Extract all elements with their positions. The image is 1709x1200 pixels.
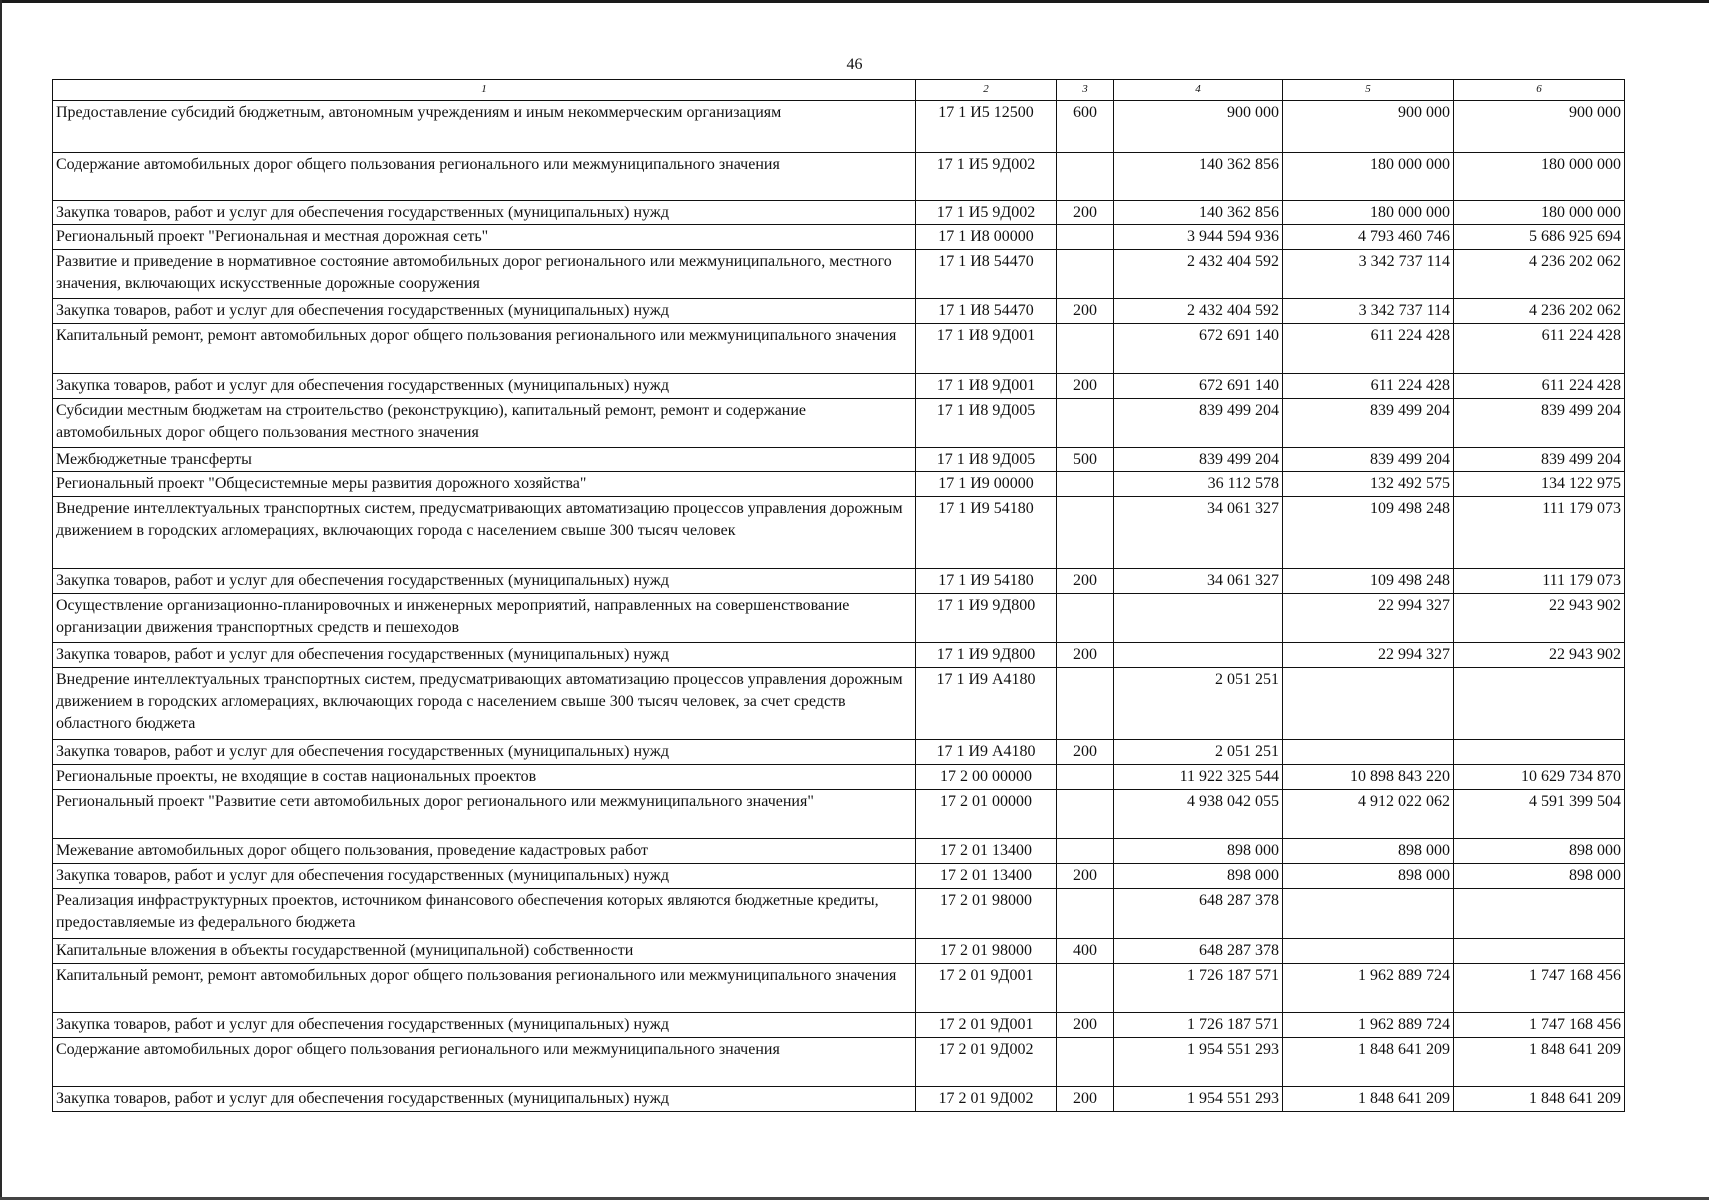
table-row: [53, 324, 1625, 374]
row-name-cell: Региональный проект "Развитие сети автомобильных дорог регионального или межмуниципального значения": [53, 790, 916, 839]
column-number-cell: 4: [1114, 80, 1283, 101]
amount-column-4-cell: 900 000: [1114, 101, 1283, 153]
amount-column-4-cell: 1 726 187 571: [1114, 964, 1283, 1013]
amount-column-5-cell: 898 000: [1283, 839, 1454, 864]
amount-column-4-cell: 3 944 594 936: [1114, 225, 1283, 250]
row-name-cell: Развитие и приведение в нормативное состояние автомобильных дорог регионального или межмуниципального, местного значения, включающих искусственные дорожные сооружения: [53, 250, 916, 299]
amount-column-4-cell: 648 287 378: [1114, 889, 1283, 939]
target-code-cell: 17 2 01 00000: [916, 790, 1057, 839]
amount-column-5-cell: [1283, 889, 1454, 939]
amount-column-4-cell: 36 112 578: [1114, 472, 1283, 497]
target-code-cell: 17 2 01 9Д002: [916, 1038, 1057, 1087]
expense-type-cell: 200: [1057, 864, 1114, 889]
expense-type-cell: [1057, 153, 1114, 201]
expense-type-cell: [1057, 399, 1114, 448]
amount-column-5-cell: 611 224 428: [1283, 374, 1454, 399]
column-number-cell: 3: [1057, 80, 1114, 101]
amount-column-5-cell: 109 498 248: [1283, 497, 1454, 569]
table-row: [53, 939, 1625, 964]
amount-column-6-cell: 22 943 902: [1454, 594, 1625, 643]
row-name-cell: Закупка товаров, работ и услуг для обеспечения государственных (муниципальных) нужд: [53, 1087, 916, 1112]
expense-type-cell: [1057, 839, 1114, 864]
amount-column-6-cell: 180 000 000: [1454, 201, 1625, 225]
amount-column-5-cell: 180 000 000: [1283, 201, 1454, 225]
target-code-cell: 17 1 И9 А4180: [916, 740, 1057, 765]
row-name-cell: Межевание автомобильных дорог общего пользования, проведение кадастровых работ: [53, 839, 916, 864]
amount-column-6-cell: 5 686 925 694: [1454, 225, 1625, 250]
table-row: [53, 225, 1625, 250]
amount-column-4-cell: 4 938 042 055: [1114, 790, 1283, 839]
row-name-cell: Капитальный ремонт, ремонт автомобильных дорог общего пользования регионального или межмуниципального значения: [53, 964, 916, 1013]
amount-column-4-cell: 34 061 327: [1114, 497, 1283, 569]
amount-column-6-cell: 1 848 641 209: [1454, 1087, 1625, 1112]
expense-type-cell: 200: [1057, 299, 1114, 324]
row-name-cell: Закупка товаров, работ и услуг для обеспечения государственных (муниципальных) нужд: [53, 201, 916, 225]
amount-column-4-cell: 2 432 404 592: [1114, 250, 1283, 299]
expense-type-cell: 200: [1057, 201, 1114, 225]
target-code-cell: 17 2 01 9Д001: [916, 1013, 1057, 1038]
amount-column-6-cell: 10 629 734 870: [1454, 765, 1625, 790]
target-code-cell: 17 2 01 98000: [916, 889, 1057, 939]
expense-type-cell: 600: [1057, 101, 1114, 153]
row-name-cell: Капитальный ремонт, ремонт автомобильных дорог общего пользования регионального или межмуниципального значения: [53, 324, 916, 374]
amount-column-5-cell: 1 848 641 209: [1283, 1038, 1454, 1087]
amount-column-6-cell: 180 000 000: [1454, 153, 1625, 201]
expense-type-cell: [1057, 472, 1114, 497]
table-row: [53, 1087, 1625, 1112]
amount-column-4-cell: 1 726 187 571: [1114, 1013, 1283, 1038]
amount-column-5-cell: 22 994 327: [1283, 643, 1454, 668]
amount-column-4-cell: 839 499 204: [1114, 448, 1283, 472]
amount-column-6-cell: 1 747 168 456: [1454, 1013, 1625, 1038]
expense-type-cell: 400: [1057, 939, 1114, 964]
expense-type-cell: [1057, 594, 1114, 643]
amount-column-6-cell: 611 224 428: [1454, 324, 1625, 374]
table-row: [53, 864, 1625, 889]
expense-type-cell: 500: [1057, 448, 1114, 472]
amount-column-4-cell: 1 954 551 293: [1114, 1038, 1283, 1087]
table-row: [53, 964, 1625, 1013]
expense-type-cell: [1057, 497, 1114, 569]
expense-type-cell: 200: [1057, 569, 1114, 594]
target-code-cell: 17 1 И5 9Д002: [916, 153, 1057, 201]
table-row: [53, 569, 1625, 594]
row-name-cell: Содержание автомобильных дорог общего пользования регионального или межмуниципального значения: [53, 153, 916, 201]
amount-column-6-cell: 1 848 641 209: [1454, 1038, 1625, 1087]
amount-column-6-cell: 111 179 073: [1454, 569, 1625, 594]
target-code-cell: 17 2 01 9Д002: [916, 1087, 1057, 1112]
amount-column-4-cell: 839 499 204: [1114, 399, 1283, 448]
amount-column-5-cell: 898 000: [1283, 864, 1454, 889]
target-code-cell: 17 1 И9 9Д800: [916, 594, 1057, 643]
table-row: [53, 201, 1625, 225]
row-name-cell: Закупка товаров, работ и услуг для обеспечения государственных (муниципальных) нужд: [53, 864, 916, 889]
expense-type-cell: 200: [1057, 1087, 1114, 1112]
amount-column-5-cell: 132 492 575: [1283, 472, 1454, 497]
amount-column-5-cell: 900 000: [1283, 101, 1454, 153]
row-name-cell: Внедрение интеллектуальных транспортных систем, предусматривающих автоматизацию процессов управления дорожным движением в городских агломерациях, включающих города с населением свыше 300 тысяч человек, за счет средств областного бюджета: [53, 668, 916, 740]
table-row: [53, 668, 1625, 740]
row-name-cell: Осуществление организационно-планировочных и инженерных мероприятий, направленных на совершенствование организации движения транспортных средств и пешеходов: [53, 594, 916, 643]
amount-column-6-cell: 4 591 399 504: [1454, 790, 1625, 839]
amount-column-5-cell: 3 342 737 114: [1283, 299, 1454, 324]
amount-column-5-cell: 4 793 460 746: [1283, 225, 1454, 250]
amount-column-6-cell: [1454, 889, 1625, 939]
amount-column-4-cell: 672 691 140: [1114, 324, 1283, 374]
table-row: [53, 399, 1625, 448]
budget-table-body: [53, 80, 1625, 1112]
amount-column-6-cell: 4 236 202 062: [1454, 299, 1625, 324]
expense-type-cell: [1057, 889, 1114, 939]
amount-column-6-cell: 839 499 204: [1454, 399, 1625, 448]
target-code-cell: 17 1 И8 00000: [916, 225, 1057, 250]
column-number-cell: 1: [53, 80, 916, 101]
expense-type-cell: [1057, 225, 1114, 250]
amount-column-5-cell: 109 498 248: [1283, 569, 1454, 594]
row-name-cell: Региональные проекты, не входящие в состав национальных проектов: [53, 765, 916, 790]
amount-column-6-cell: 134 122 975: [1454, 472, 1625, 497]
table-row: [53, 374, 1625, 399]
target-code-cell: 17 1 И8 9Д001: [916, 324, 1057, 374]
target-code-cell: 17 1 И5 9Д002: [916, 201, 1057, 225]
amount-column-6-cell: 111 179 073: [1454, 497, 1625, 569]
target-code-cell: 17 1 И9 А4180: [916, 668, 1057, 740]
amount-column-6-cell: 22 943 902: [1454, 643, 1625, 668]
amount-column-5-cell: [1283, 740, 1454, 765]
row-name-cell: Региональный проект "Региональная и местная дорожная сеть": [53, 225, 916, 250]
amount-column-6-cell: 900 000: [1454, 101, 1625, 153]
amount-column-6-cell: 611 224 428: [1454, 374, 1625, 399]
column-number-cell: 5: [1283, 80, 1454, 101]
table-row: [53, 1013, 1625, 1038]
target-code-cell: 17 1 И8 54470: [916, 250, 1057, 299]
expense-type-cell: [1057, 765, 1114, 790]
table-row: [53, 839, 1625, 864]
table-row: [53, 250, 1625, 299]
table-row: [53, 448, 1625, 472]
amount-column-5-cell: [1283, 939, 1454, 964]
table-row: [53, 299, 1625, 324]
target-code-cell: 17 2 01 13400: [916, 864, 1057, 889]
expense-type-cell: [1057, 790, 1114, 839]
row-name-cell: Закупка товаров, работ и услуг для обеспечения государственных (муниципальных) нужд: [53, 569, 916, 594]
table-row: [53, 153, 1625, 201]
amount-column-6-cell: 839 499 204: [1454, 448, 1625, 472]
expense-type-cell: 200: [1057, 643, 1114, 668]
amount-column-4-cell: 2 051 251: [1114, 668, 1283, 740]
budget-table: [52, 79, 1625, 1112]
amount-column-6-cell: [1454, 740, 1625, 765]
row-name-cell: Региональный проект "Общесистемные меры развития дорожного хозяйства": [53, 472, 916, 497]
amount-column-5-cell: 1 962 889 724: [1283, 964, 1454, 1013]
expense-type-cell: [1057, 324, 1114, 374]
column-number-cell: 2: [916, 80, 1057, 101]
target-code-cell: 17 2 01 9Д001: [916, 964, 1057, 1013]
expense-type-cell: 200: [1057, 374, 1114, 399]
expense-type-cell: [1057, 1038, 1114, 1087]
amount-column-4-cell: 672 691 140: [1114, 374, 1283, 399]
page-number: 46: [846, 56, 863, 73]
amount-column-4-cell: 2 432 404 592: [1114, 299, 1283, 324]
amount-column-6-cell: [1454, 939, 1625, 964]
target-code-cell: 17 1 И9 54180: [916, 497, 1057, 569]
amount-column-4-cell: 898 000: [1114, 864, 1283, 889]
amount-column-4-cell: [1114, 594, 1283, 643]
target-code-cell: 17 1 И8 54470: [916, 299, 1057, 324]
column-number-cell: 6: [1454, 80, 1625, 101]
amount-column-4-cell: [1114, 643, 1283, 668]
amount-column-6-cell: 898 000: [1454, 839, 1625, 864]
target-code-cell: 17 1 И8 9Д001: [916, 374, 1057, 399]
target-code-cell: 17 1 И9 54180: [916, 569, 1057, 594]
target-code-cell: 17 2 01 13400: [916, 839, 1057, 864]
amount-column-6-cell: 898 000: [1454, 864, 1625, 889]
amount-column-4-cell: 11 922 325 544: [1114, 765, 1283, 790]
amount-column-5-cell: 611 224 428: [1283, 324, 1454, 374]
target-code-cell: 17 1 И8 9Д005: [916, 448, 1057, 472]
column-number-header-row: [53, 80, 1625, 101]
amount-column-5-cell: 839 499 204: [1283, 448, 1454, 472]
expense-type-cell: [1057, 250, 1114, 299]
scan-left-edge: [0, 0, 2, 1200]
expense-type-cell: 200: [1057, 1013, 1114, 1038]
amount-column-5-cell: 839 499 204: [1283, 399, 1454, 448]
table-row: [53, 497, 1625, 569]
target-code-cell: 17 1 И8 9Д005: [916, 399, 1057, 448]
amount-column-4-cell: 2 051 251: [1114, 740, 1283, 765]
amount-column-5-cell: 22 994 327: [1283, 594, 1454, 643]
target-code-cell: 17 1 И9 00000: [916, 472, 1057, 497]
row-name-cell: Закупка товаров, работ и услуг для обеспечения государственных (муниципальных) нужд: [53, 643, 916, 668]
row-name-cell: Межбюджетные трансферты: [53, 448, 916, 472]
table-row: [53, 765, 1625, 790]
row-name-cell: Содержание автомобильных дорог общего пользования регионального или межмуниципального значения: [53, 1038, 916, 1087]
amount-column-6-cell: 4 236 202 062: [1454, 250, 1625, 299]
amount-column-4-cell: 140 362 856: [1114, 201, 1283, 225]
table-row: [53, 889, 1625, 939]
row-name-cell: Капитальные вложения в объекты государственной (муниципальной) собственности: [53, 939, 916, 964]
table-row: [53, 594, 1625, 643]
row-name-cell: Закупка товаров, работ и услуг для обеспечения государственных (муниципальных) нужд: [53, 299, 916, 324]
table-row: [53, 740, 1625, 765]
scan-top-edge: [0, 0, 1709, 3]
amount-column-5-cell: 1 848 641 209: [1283, 1087, 1454, 1112]
amount-column-4-cell: 140 362 856: [1114, 153, 1283, 201]
row-name-cell: Внедрение интеллектуальных транспортных систем, предусматривающих автоматизацию процессов управления дорожным движением в городских агломерациях, включающих города с населением свыше 300 тысяч человек: [53, 497, 916, 569]
amount-column-6-cell: 1 747 168 456: [1454, 964, 1625, 1013]
amount-column-5-cell: 180 000 000: [1283, 153, 1454, 201]
row-name-cell: Предоставление субсидий бюджетным, автономным учреждениям и иным некоммерческим организациям: [53, 101, 916, 153]
table-row: [53, 472, 1625, 497]
amount-column-5-cell: 3 342 737 114: [1283, 250, 1454, 299]
amount-column-5-cell: 10 898 843 220: [1283, 765, 1454, 790]
table-row: [53, 643, 1625, 668]
table-row: [53, 101, 1625, 153]
amount-column-5-cell: 1 962 889 724: [1283, 1013, 1454, 1038]
amount-column-4-cell: 648 287 378: [1114, 939, 1283, 964]
amount-column-4-cell: 898 000: [1114, 839, 1283, 864]
target-code-cell: 17 2 00 00000: [916, 765, 1057, 790]
expense-type-cell: [1057, 668, 1114, 740]
row-name-cell: Закупка товаров, работ и услуг для обеспечения государственных (муниципальных) нужд: [53, 740, 916, 765]
table-row: [53, 1038, 1625, 1087]
expense-type-cell: 200: [1057, 740, 1114, 765]
amount-column-4-cell: 34 061 327: [1114, 569, 1283, 594]
target-code-cell: 17 2 01 98000: [916, 939, 1057, 964]
amount-column-6-cell: [1454, 668, 1625, 740]
table-row: [53, 790, 1625, 839]
row-name-cell: Закупка товаров, работ и услуг для обеспечения государственных (муниципальных) нужд: [53, 374, 916, 399]
target-code-cell: 17 1 И5 12500: [916, 101, 1057, 153]
amount-column-5-cell: 4 912 022 062: [1283, 790, 1454, 839]
expense-type-cell: [1057, 964, 1114, 1013]
target-code-cell: 17 1 И9 9Д800: [916, 643, 1057, 668]
row-name-cell: Субсидии местным бюджетам на строительство (реконструкцию), капитальный ремонт, ремонт и содержание автомобильных дорог общего пользования местного значения: [53, 399, 916, 448]
row-name-cell: Реализация инфраструктурных проектов, источником финансового обеспечения которых являются бюджетные кредиты, предоставляемые из федерального бюджета: [53, 889, 916, 939]
row-name-cell: Закупка товаров, работ и услуг для обеспечения государственных (муниципальных) нужд: [53, 1013, 916, 1038]
amount-column-5-cell: [1283, 668, 1454, 740]
amount-column-4-cell: 1 954 551 293: [1114, 1087, 1283, 1112]
